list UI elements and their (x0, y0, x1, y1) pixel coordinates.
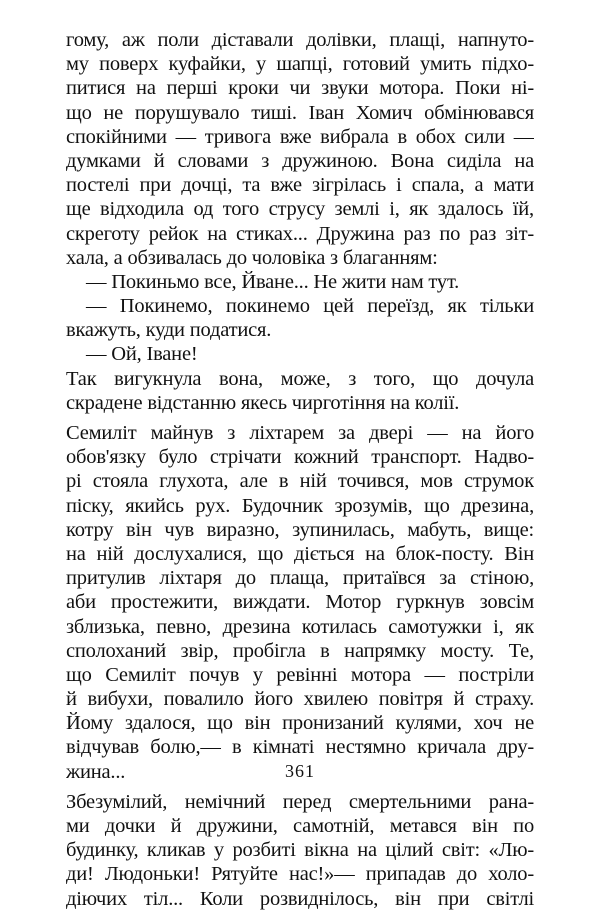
text-line: вкажуть, куди податися. (66, 319, 272, 342)
paragraph (66, 367, 534, 415)
text-line: на ній дослухалися, що діється на блок-посту. Він (66, 542, 534, 565)
text-line: аби простежити, виждати. Мотор гуркнув зовсім (66, 591, 534, 614)
text-line: постелі при дочці, та вже зігрілась і спала, а мати (66, 174, 534, 197)
text-line: гому, аж поли діставали долівки, плащі, напнуто- (66, 29, 534, 51)
text-line: рі стояла глухота, але в ній точився, мов струмок (66, 470, 534, 493)
text-line: ми дочки й дружини, самотній, метався він по (66, 815, 534, 837)
dialogue-paragraph (66, 342, 534, 366)
text-line: спокійними — тривога вже вибрала в обох сили — (66, 125, 534, 148)
text-line: хала, а обзивалась до чоловіка з благанням: (66, 246, 438, 269)
text-line: — Ой, Іване! (86, 343, 198, 366)
text-line: що не порушувало тиші. Іван Хомич обмінювався (66, 101, 534, 124)
text-line: відчував болю,— в кімнаті нестямно кричала дру- (66, 736, 534, 759)
paragraph (66, 421, 534, 784)
text-line: жина... (66, 760, 126, 783)
text-line: діючих тіл... Коли розвиднілось, він при світлі (66, 887, 534, 910)
text-line: Збезумілий, немічний перед смертельними рана- (66, 790, 534, 813)
dialogue-paragraph (66, 270, 534, 294)
text-line: котру він чув виразно, зупинилась, мабуть, вище: (66, 518, 534, 541)
text-line: Йому здалося, що він пронизаний кулями, хоч не (66, 712, 534, 735)
text-line: зблизька, певно, дрезина котилась самотужки і, як (66, 615, 534, 638)
text-line: ще відходила од того струсу землі і, як здалось їй, (66, 198, 534, 221)
text-line: — Покиньмо все, Йване... Не жити нам тут. (86, 270, 460, 293)
text-line: скреготу рейок на стиках... Дружина раз по раз зіт- (66, 222, 534, 245)
text-line: піску, якийсь рух. Будочник зрозумів, що дрезина, (66, 494, 534, 517)
text-line: обов'язку було стрічати кожний транспорт. Надво- (66, 446, 534, 469)
paragraph (66, 790, 534, 911)
page-number: 361 (285, 761, 315, 781)
text-line: ди! Людоньки! Рятуйте нас!»— припадав до холо- (66, 863, 534, 886)
text-line: Так вигукнула вона, може, з того, що дочула (66, 367, 534, 390)
text-line: будинку, кликав у розбиті вікна на цілий світ: «Лю- (66, 839, 534, 862)
text-line: думками й словами з дружиною. Вона сиділа на (66, 149, 534, 172)
text-line: Семиліт майнув з ліхтарем за двері — на його (66, 422, 534, 444)
text-line: що Семиліт почув у ревінні мотора — постріли (66, 663, 534, 686)
dialogue-paragraph (66, 294, 534, 342)
paragraph (66, 28, 534, 270)
text-line: — Покинемо, покинемо цей переїзд, як тільки (86, 295, 534, 318)
text-line: му поверх куфайки, у шапці, готовий умить підхо- (66, 53, 534, 76)
text-line: притулив ліхтаря до плаща, притаївся за стіною, (66, 567, 534, 590)
text-line: скрадене відстанню якесь чирготіння на колії. (66, 391, 460, 414)
text-line: сполоханий звір, пробігла в напрямку мосту. Те, (66, 639, 534, 662)
text-line: питися на перші кроки чи звуки мотора. Поки ні- (66, 77, 534, 100)
text-line: й вибухи, повалило його хвилею повітря й страху. (66, 688, 534, 711)
